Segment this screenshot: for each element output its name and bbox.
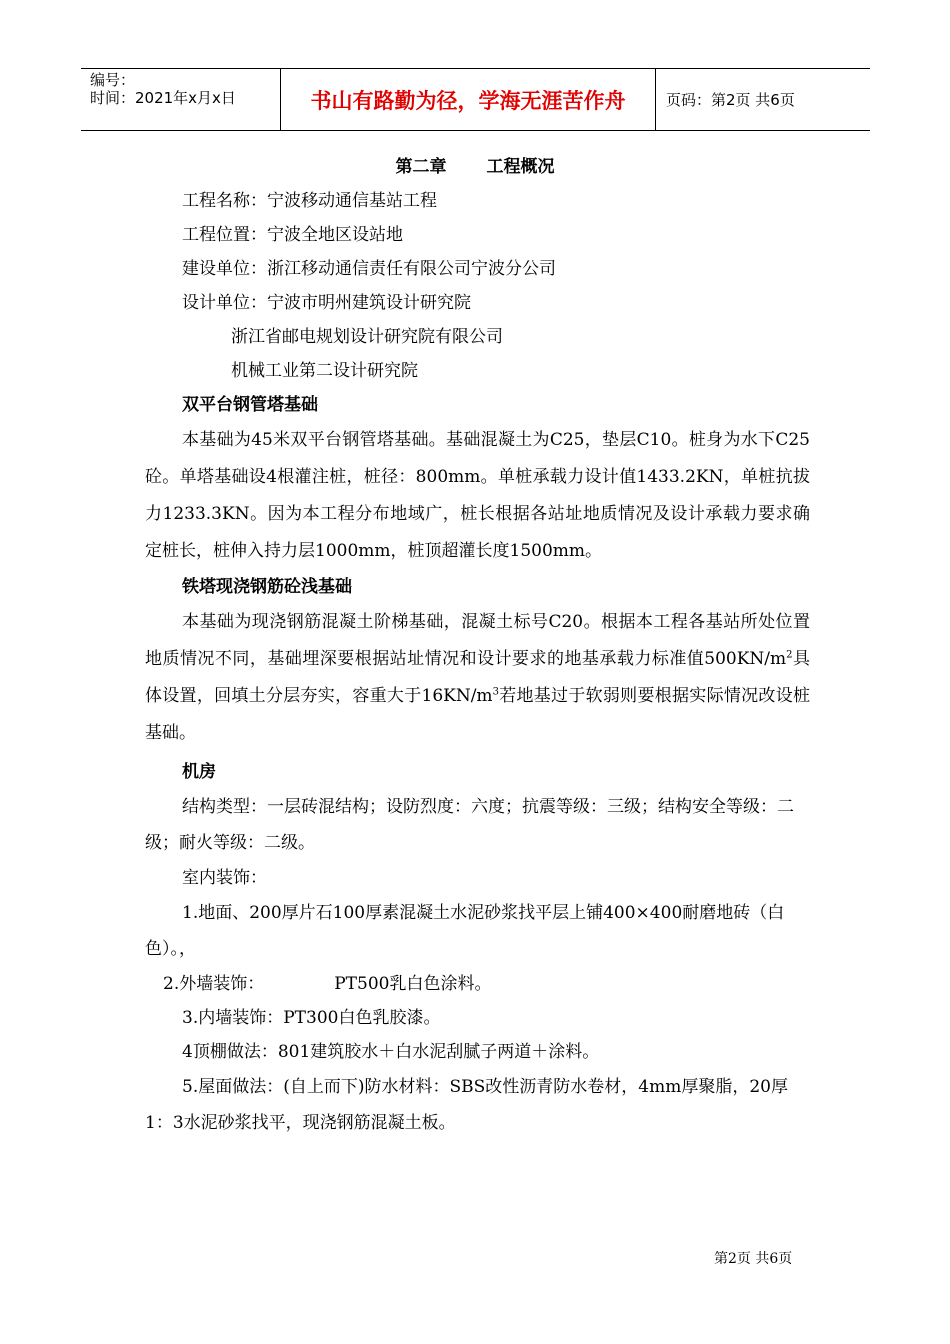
item2-value: PT500乳白色涂料。	[334, 974, 492, 994]
section-text-shallow	[145, 604, 810, 752]
page-footer: 第2页 共6页	[714, 1251, 793, 1267]
shallow-text-c: 若地基过于软弱则要根据实际情况改设桩基础。	[145, 686, 810, 743]
project-location: 工程位置：宁波全地区设站地	[182, 225, 403, 245]
document-body	[145, 150, 810, 1141]
interior-label: 室内装饰：	[182, 868, 267, 888]
shallow-text-a: 本基础为现浇钢筋混凝土阶梯基础，混凝土标号C20。根据本工程各基站所处位置地质情况不同，基础埋深要根据站址情况和设计要求的地基承载力标准值500KN/m	[145, 612, 810, 669]
document-time: 时间：2021年x月x日	[90, 89, 236, 107]
interior-item-3: 3.内墙装饰：PT300白色乳胶漆。	[182, 1008, 441, 1028]
header-motto: 书山有路勤为径，学海无涯苦作舟	[281, 69, 656, 130]
superscript-2: 2	[786, 649, 793, 661]
item2-label: 2.外墙装饰：	[163, 974, 265, 994]
shallow-text-b: 具体设置，回填土分层夯实，容重大于16KN/m	[145, 649, 811, 706]
project-designer-2: 浙江省邮电规划设计研究院有限公司	[231, 327, 503, 347]
interior-item-2	[145, 967, 810, 1001]
page-header	[81, 68, 870, 131]
header-page-number: 页码：第2页 共6页	[666, 91, 795, 109]
interior-item-1: 1.地面、200厚片石100厚素混凝土水泥砂浆找平层上铺400×400耐磨地砖（白色）。，	[145, 903, 785, 959]
chapter-number: 第二章	[395, 157, 447, 177]
project-designer: 设计单位：宁波市明州建筑设计研究院	[182, 293, 471, 313]
section-heading-tower: 双平台钢管塔基础	[182, 395, 318, 415]
project-name: 工程名称：宁波移动通信基站工程	[182, 191, 437, 211]
chapter-title	[145, 150, 805, 184]
header-meta	[81, 69, 281, 130]
section-heading-room: 机房	[182, 762, 216, 782]
interior-item-4: 4顶棚做法：801建筑胶水＋白水泥刮腻子两道＋涂料。	[182, 1042, 600, 1062]
superscript-3: 3	[492, 686, 499, 698]
section-text-tower: 本基础为45米双平台钢管塔基础。基础混凝土为C25，垫层C10。桩身为水下C25砼。单塔基础设4根灌注桩，桩径：800mm。单桩承载力设计值1433.2KN，单桩抗拔力1233.3KN。因为本工程分布地域广，桩长根据各站址地质情况及设计承载力要求确定桩长，桩伸入持力层1000mm，桩顶超灌长度1500mm。	[145, 430, 810, 561]
project-designer-3: 机械工业第二设计研究院	[231, 361, 418, 381]
section-heading-shallow: 铁塔现浇钢筋砼浅基础	[182, 577, 352, 597]
document-number: 编号：	[90, 71, 136, 89]
project-builder: 建设单位：浙江移动通信责任有限公司宁波分公司	[182, 259, 556, 279]
interior-item-5: 5.屋面做法：(自上而下)防水材料：SBS改性沥青防水卷材，4mm厚聚脂，20厚1：3水泥砂浆找平，现浇钢筋混凝土板。	[145, 1077, 788, 1133]
chapter-name: 工程概况	[486, 157, 555, 177]
room-structure: 结构类型：一层砖混结构；设防烈度：六度；抗震等级：三级；结构安全等级：二级；耐火等级：二级。	[145, 797, 794, 853]
